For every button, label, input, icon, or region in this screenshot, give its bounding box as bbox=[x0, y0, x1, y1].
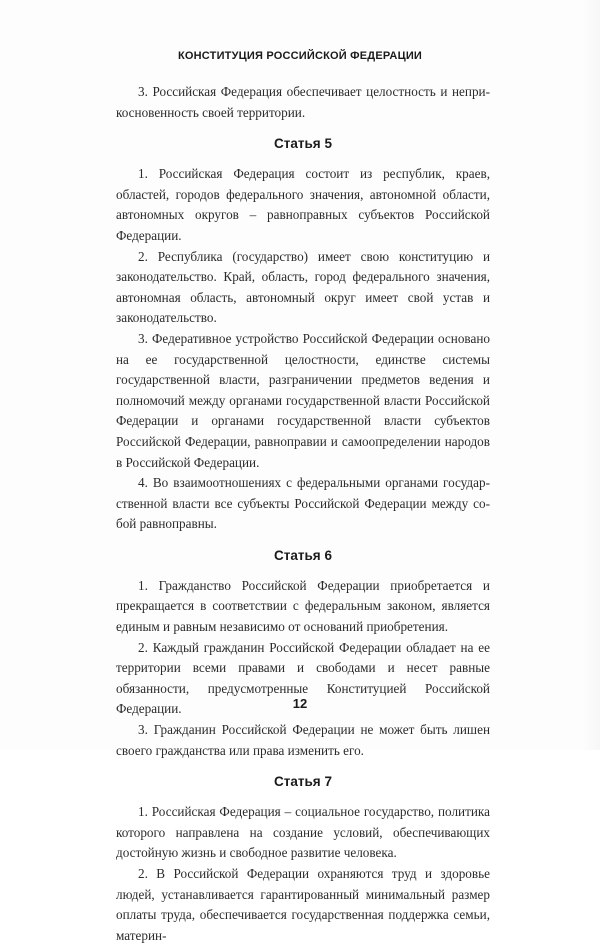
paragraph: 1. Гражданство Российской Федерации приобретается и прекращается в соответствии с федеральным законом, является единым и равным независимо от оснований приобретения. bbox=[116, 577, 490, 635]
paragraph: 1. Российская Федерация – социальное государство, политика которого направлена на создание условий, обеспечивающих достойную жизнь и свободное развитие человека. bbox=[116, 804, 490, 861]
page-edge-shadow bbox=[582, 0, 600, 750]
article-5-title: Статья 5 bbox=[274, 136, 332, 152]
paragraph: 2. Каждый гражданин Российской Федерации обладает на ее территории всеми правами и свободами и несет равные обязанности, предусмотренные Конституцией Российской Федерации. bbox=[116, 639, 490, 717]
page-number: 12 bbox=[292, 696, 308, 711]
article-7-title: Статья 7 bbox=[274, 774, 332, 790]
paragraph: 1. Российская Федерация состоит из республик, краев, областей, городов федерального значения, автономной области, автономных округов – равноправных субъектов Российской Федерации. bbox=[116, 166, 490, 243]
paragraph: 2. В Российской Федерации охраняются труд и здоровье людей, устанавливается гарантированный минимальный размер оплаты труда, обеспечивается государственная поддержка семьи, материн- bbox=[116, 866, 490, 943]
running-title: КОНСТИТУЦИЯ РОССИЙСКОЙ ФЕДЕРАЦИИ bbox=[177, 50, 423, 62]
paragraph: 3. Российская Федерация обеспечивает целостность и неприкосновенность своей территории. bbox=[116, 84, 490, 120]
document-body bbox=[116, 82, 490, 946]
paragraph: 4. Во взаимоотношениях с федеральными органами государственной власти все субъекты Российской Федерации между собой равноправны. bbox=[116, 475, 490, 532]
paragraph: 2. Республика (государство) имеет свою конституцию и законодательство. Край, область, город федерального значения, автономная область, автономный округ имеет свой устав и законодательство. bbox=[116, 248, 490, 326]
paragraph: 3. Федеративное устройство Российской Федерации основано на ее государственной целостности, единстве системы государственной власти, разграничении предметов ведения и полномочий между органами государственной власти Российской Федерации и органами государственной власти субъектов Российской Федерации, равноправии и самоопределении народов в Российской Федерации. bbox=[116, 330, 490, 470]
paragraph: 3. Гражданин Российской Федерации не может быть лишен своего гражданства или права изменить его. bbox=[116, 722, 490, 758]
article-6-title: Статья 6 bbox=[274, 547, 332, 563]
